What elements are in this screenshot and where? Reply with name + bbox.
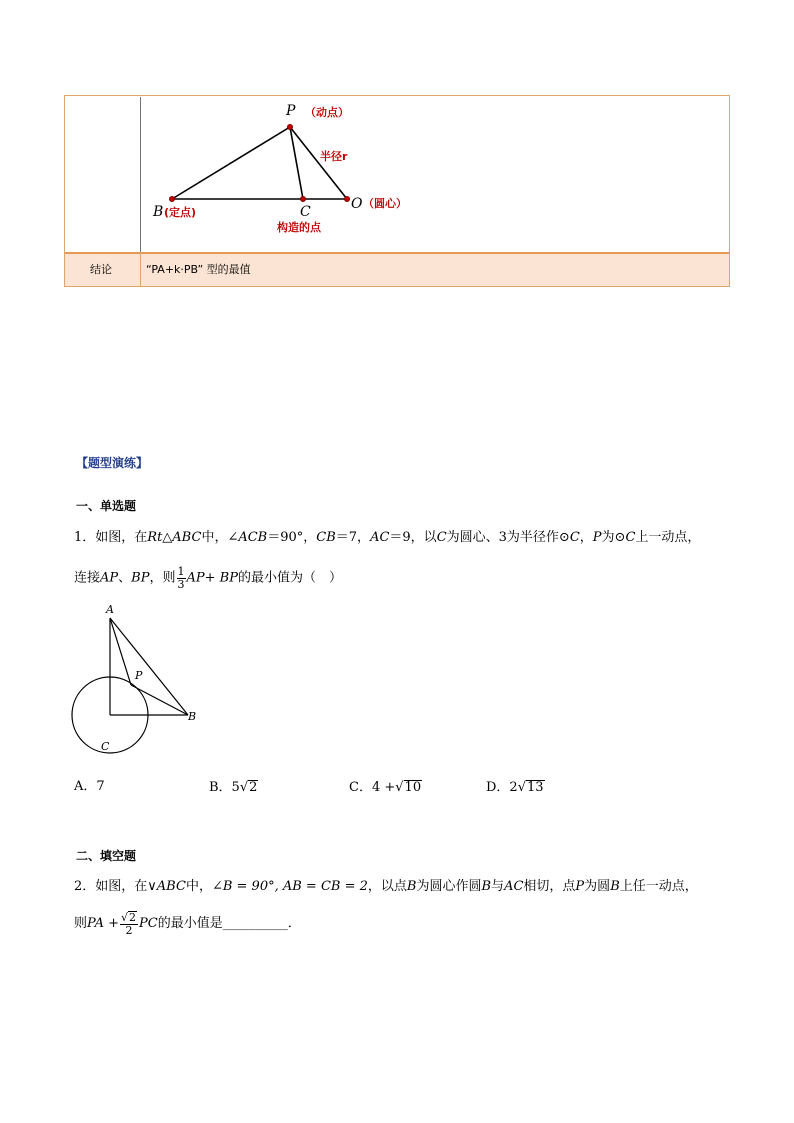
text: Rt — [147, 530, 163, 545]
label-b-note: (定点) — [164, 206, 197, 219]
radical-sign: √ — [395, 780, 404, 795]
text: C．4 + — [349, 780, 396, 795]
text: P — [592, 530, 602, 545]
part2-heading: 二、填空题 — [76, 849, 137, 863]
text: 中， — [185, 879, 212, 894]
label-b: B — [153, 204, 164, 220]
segment-ab — [110, 618, 188, 715]
text: ACB — [238, 530, 268, 545]
text: ，以点 — [367, 879, 407, 894]
fig-label-b: B — [188, 710, 197, 723]
text: 的最小值是 — [157, 916, 223, 932]
text: 2 — [249, 780, 258, 795]
label-o: O — [351, 196, 363, 212]
label-p: P — [286, 103, 296, 119]
text: 2．如图，在 — [74, 879, 148, 894]
text: 中，∠ — [201, 530, 239, 545]
text: C — [436, 530, 447, 545]
text: B．5 — [209, 780, 240, 795]
label-c-note: 构造的点 — [277, 221, 321, 234]
conclusion-value: “PA+k·PB” 型的最值 — [146, 263, 251, 276]
text: AP — [100, 570, 119, 586]
answer-blank[interactable]: __________ — [222, 916, 288, 932]
label-radius: 半径r — [320, 150, 348, 163]
text: 为圆 — [584, 879, 611, 894]
segment-ap — [110, 618, 131, 685]
text: AP+ BP — [186, 570, 238, 586]
text: 2 — [129, 911, 136, 924]
section-header: 【题型演练】 — [76, 456, 149, 470]
option-d — [486, 780, 545, 794]
text: AC — [504, 879, 524, 894]
radical-sign: √ — [120, 911, 128, 924]
text: 的最小值为（ ） — [237, 570, 342, 586]
text: 10 — [404, 780, 422, 795]
text: BP — [131, 570, 150, 586]
text: PA + — [87, 916, 119, 932]
fig-label-p: P — [135, 669, 143, 682]
text: C — [569, 530, 580, 545]
text: △ — [162, 530, 173, 545]
text: 上任一动点， — [619, 879, 698, 894]
text: ABC — [172, 530, 202, 545]
text: 1 — [177, 565, 185, 578]
fig-label-c: C — [101, 740, 110, 753]
text: ， — [579, 530, 593, 545]
text: ＝9，以 — [389, 530, 437, 545]
text: B — [610, 879, 620, 894]
text: 为圆心作圆 — [416, 879, 482, 894]
text: 、 — [118, 570, 132, 586]
label-o-note: （圆心） — [363, 197, 407, 210]
text: 相切，点 — [523, 879, 576, 894]
text: 13 — [527, 780, 544, 795]
text: ． — [287, 916, 301, 932]
text: 则 — [74, 916, 88, 932]
text: ＝7， — [335, 530, 371, 545]
text: 2 — [125, 923, 133, 937]
question-2-line-2 — [74, 911, 301, 936]
text: AC — [370, 530, 390, 545]
option-c — [349, 780, 422, 794]
question-2-line-1 — [74, 880, 698, 893]
text: D．2 — [486, 780, 518, 795]
radical-sign: √ — [239, 780, 249, 795]
text: PC — [139, 916, 158, 932]
label-p-note: （动点） — [305, 106, 349, 119]
conclusion-label: 结论 — [90, 263, 112, 276]
text: B — [481, 879, 492, 894]
fraction-root2-over-2 — [120, 911, 138, 936]
text: ∠B = 90°, AB = CB = 2 — [211, 879, 368, 894]
segment-pb — [131, 685, 188, 715]
text: 1．如图，在 — [74, 530, 148, 545]
text: CB — [316, 530, 336, 545]
text: ，则 — [149, 570, 176, 586]
text: 为⊙ — [601, 530, 626, 545]
text: 上一动点， — [635, 530, 701, 545]
text: 为圆心、3为半径作⊙ — [446, 530, 570, 545]
frac-numerator — [120, 911, 138, 925]
text: P — [575, 879, 585, 894]
text: C — [625, 530, 636, 545]
text: 3 — [177, 577, 185, 591]
option-b — [209, 780, 258, 794]
part1-heading: 一、单选题 — [76, 499, 137, 513]
text: 与 — [491, 879, 505, 894]
text: ＝90°， — [267, 530, 317, 545]
option-a: A．7 — [74, 779, 105, 794]
radical-sign: √ — [517, 780, 526, 795]
label-c: C — [300, 204, 311, 220]
text: B — [406, 879, 417, 894]
fig-label-a: A — [106, 603, 114, 616]
text: ∨ABC — [147, 879, 186, 894]
text: 连接 — [74, 570, 101, 586]
